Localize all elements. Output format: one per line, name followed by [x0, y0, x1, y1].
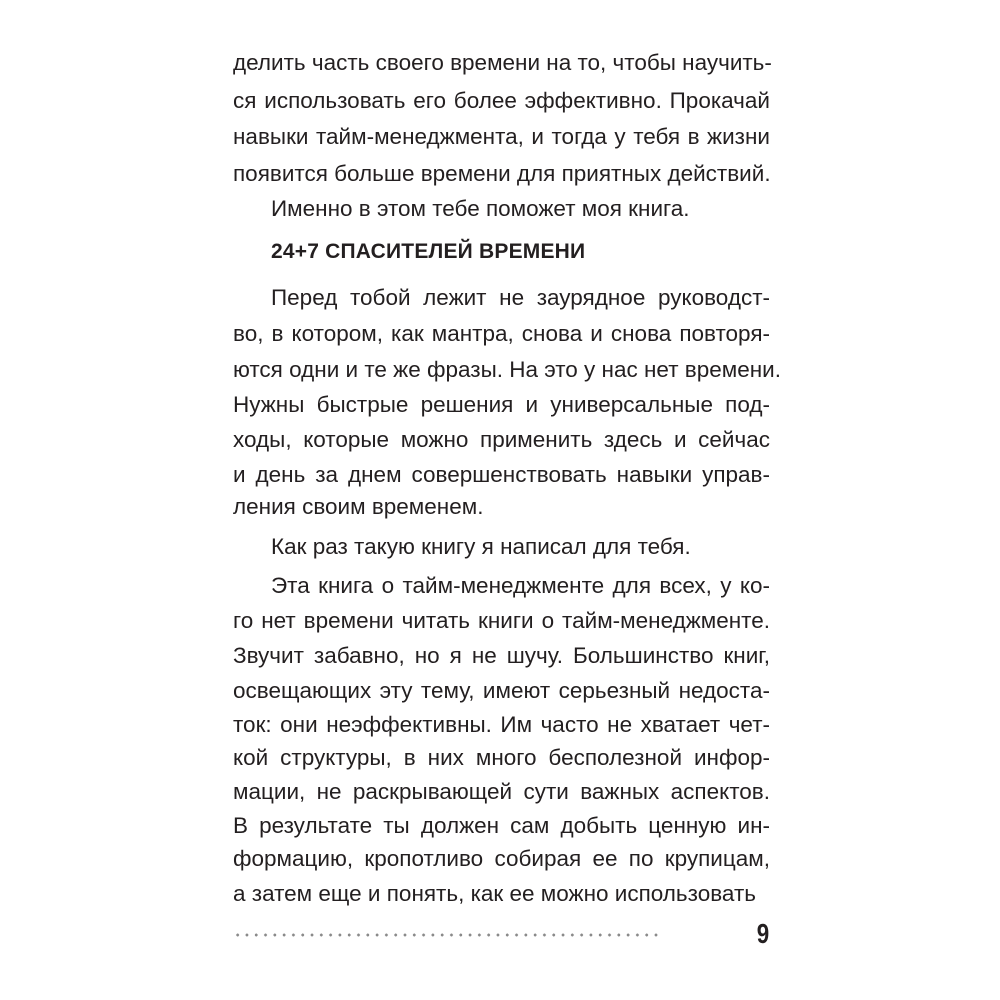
paragraph-3-line-5: ходы, которые можно применить здесь и сейчас — [233, 427, 770, 452]
paragraph-5-line-7: мации, не раскрывающей сути важных аспектов. — [233, 779, 770, 804]
paragraph-5-line-9: формацию, кропотливо собирая ее по крупицам, — [233, 846, 770, 871]
paragraph-4: Как раз такую книгу я написал для тебя. — [271, 534, 691, 559]
paragraph-5-line-1: Эта книга о тайм-менеджменте для всех, у ко- — [271, 573, 770, 598]
paragraph-5-line-5: ток: они неэффективны. Им часто не хватает чет- — [233, 712, 770, 737]
paragraph-1-line-4: появится больше времени для приятных действий. — [233, 161, 771, 186]
paragraph-1-line-2: ся использовать его более эффективно. Прокачай — [233, 88, 770, 113]
paragraph-3-line-6: и день за днем совершенствовать навыки управ- — [233, 462, 770, 487]
paragraph-1-line-3: навыки тайм-менеджмента, и тогда у тебя в жизни — [233, 124, 770, 149]
paragraph-5-line-2: го нет времени читать книги о тайм-менеджменте. — [233, 608, 770, 633]
paragraph-3-line-7: ления своим временем. — [233, 494, 484, 519]
paragraph-3-line-1: Перед тобой лежит не заурядное руководст- — [271, 285, 770, 310]
paragraph-3-line-4: Нужны быстрые решения и универсальные под- — [233, 392, 770, 417]
paragraph-3-line-2: во, в котором, как мантра, снова и снова повторя- — [233, 321, 770, 346]
paragraph-2: Именно в этом тебе поможет моя книга. — [271, 196, 690, 221]
paragraph-5-line-3: Звучит забавно, но я не шучу. Большинство книг, — [233, 643, 770, 668]
paragraph-5-line-8: В результате ты должен сам добыть ценную ин- — [233, 813, 770, 838]
footer-dotted-rule — [233, 933, 663, 937]
paragraph-1-line-1: делить часть своего времени на то, чтобы научить- — [233, 50, 772, 75]
paragraph-3-line-3: ются одни и те же фразы. На это у нас нет времени. — [233, 357, 781, 382]
paragraph-5-line-10: а затем еще и понять, как ее можно использовать — [233, 881, 756, 906]
paragraph-5-line-4: освещающих эту тему, имеют серьезный недоста- — [233, 678, 770, 703]
page-number: 9 — [756, 918, 770, 949]
paragraph-5-line-6: кой структуры, в них много бесполезной инфор- — [233, 745, 770, 770]
section-heading: 24+7 СПАСИТЕЛЕЙ ВРЕМЕНИ — [271, 240, 586, 263]
